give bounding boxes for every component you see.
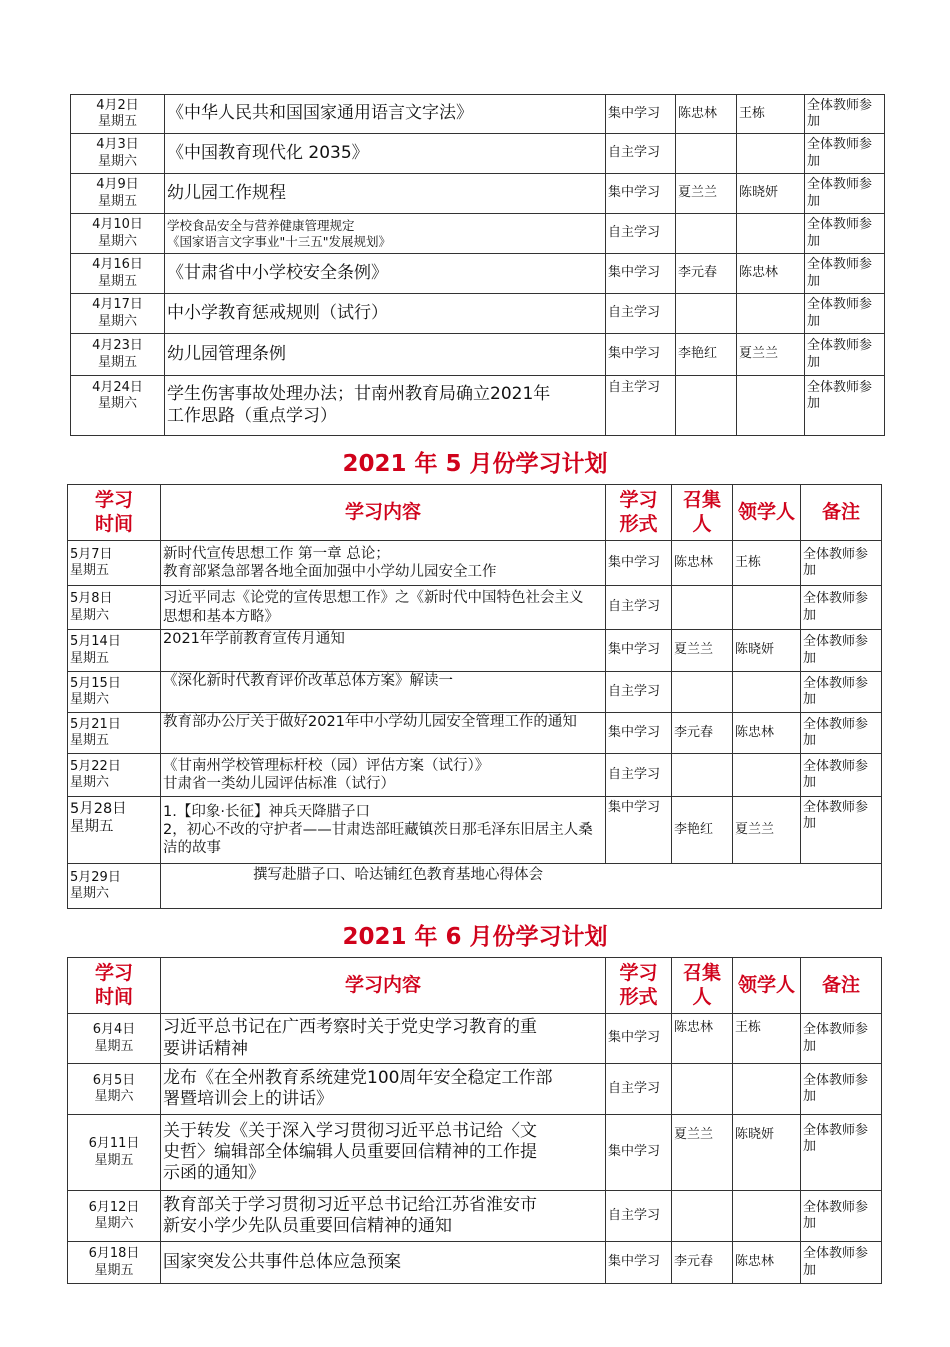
content-cell: 中小学教育惩戒规则（试行）: [165, 294, 606, 334]
form-cell: 集中学习: [606, 1115, 672, 1191]
content-cell: 习近平同志《论党的宣传思想工作》之《新时代中国特色社会主义 思想和基本方略》: [161, 586, 606, 630]
note-cell: 全体教师参加: [801, 1115, 882, 1191]
table-row: [71, 95, 885, 134]
note-cell: 全体教师参加: [801, 586, 882, 630]
leader-cell: [737, 294, 805, 334]
leader-cell: 陈忠林: [733, 713, 801, 754]
content-cell: 《甘肃省中小学校安全条例》: [165, 254, 606, 294]
date-cell: 6月4日 星期五: [68, 1014, 161, 1064]
leader-cell: 王栋: [733, 541, 801, 586]
leader-cell: 夏兰兰: [733, 797, 801, 864]
note-cell: 全体教师参加: [801, 754, 882, 797]
date-cell: 5月15日 星期六: [68, 672, 161, 713]
content-cell: 《甘南州学校管理标杆校（园）评估方案（试行）》 甘肃省一类幼儿园评估标准（试行）: [161, 754, 606, 797]
content-cell: 习近平总书记在广西考察时关于党史学习教育的重 要讲话精神: [161, 1014, 606, 1064]
date-cell: 6月18日 星期五: [68, 1242, 161, 1284]
note-cell: 全体教师参加: [801, 1064, 882, 1115]
table-row: [68, 1242, 882, 1284]
leader-cell: [733, 672, 801, 713]
date-cell: 4月10日 星期六: [71, 214, 165, 254]
form-cell: 自主学习: [606, 754, 672, 797]
leader-cell: [737, 134, 805, 174]
date-cell: 4月23日 星期五: [71, 334, 165, 376]
form-cell: 自主学习: [606, 214, 676, 254]
april-schedule-table: [70, 94, 885, 436]
leader-cell: 陈晓妍: [733, 1115, 801, 1191]
table-row: [68, 864, 882, 909]
leader-cell: 陈忠林: [737, 254, 805, 294]
table-row: [68, 713, 882, 754]
content-cell: 1.【印象·长征】神兵天降腊子口 2，初心不改的守护者——甘肃迭部旺藏镇茨日那毛泽东旧居主人桑 洁的故事: [161, 797, 606, 864]
note-cell: 全体教师参加: [805, 294, 885, 334]
note-cell: 全体教师参加: [805, 334, 885, 376]
convener-cell: [672, 754, 733, 797]
note-cell: 全体教师参加: [801, 672, 882, 713]
date-cell: 5月21日 星期五: [68, 713, 161, 754]
date-cell: 5月8日 星期六: [68, 586, 161, 630]
form-cell: 集中学习: [606, 797, 672, 864]
header-leader: 领学人: [733, 958, 801, 1014]
note-cell: 全体教师参加: [805, 214, 885, 254]
date-cell: 4月17日 星期六: [71, 294, 165, 334]
form-cell: 自主学习: [606, 1191, 672, 1242]
form-cell: 集中学习: [606, 630, 672, 672]
note-cell: 全体教师参加: [805, 174, 885, 214]
convener-cell: 李艳红: [672, 797, 733, 864]
date-cell: 4月3日 星期六: [71, 134, 165, 174]
form-cell: 自主学习: [606, 134, 676, 174]
header-form: 学习 形式: [606, 485, 672, 541]
content-cell: 教育部办公厅关于做好2021年中小学幼儿园安全管理工作的通知: [161, 713, 606, 754]
may-schedule-table: [67, 484, 882, 909]
content-cell: 幼儿园工作规程: [165, 174, 606, 214]
form-cell: 集中学习: [606, 254, 676, 294]
content-cell: 关于转发《关于深入学习贯彻习近平总书记给〈文 史哲〉编辑部全体编辑人员重要回信精神的工作提 示函的通知》: [161, 1115, 606, 1191]
table-row: [71, 376, 885, 436]
header-time: 学习 时间: [68, 958, 161, 1014]
convener-cell: 夏兰兰: [672, 1115, 733, 1191]
leader-cell: 陈晓妍: [733, 630, 801, 672]
form-cell: 自主学习: [606, 586, 672, 630]
content-cell: 国家突发公共事件总体应急预案: [161, 1242, 606, 1284]
convener-cell: 陈忠林: [672, 1014, 733, 1064]
content-cell: 学生伤害事故处理办法；甘南州教育局确立2021年 工作思路（重点学习）: [165, 376, 606, 436]
june-schedule-table: [67, 957, 882, 1284]
content-cell: 《中国教育现代化 2035》: [165, 134, 606, 174]
table-row: [68, 754, 882, 797]
note-cell: 全体教师参加: [805, 134, 885, 174]
form-cell: 自主学习: [606, 1064, 672, 1115]
date-cell: 6月11日 星期五: [68, 1115, 161, 1191]
leader-cell: 王栋: [733, 1014, 801, 1064]
note-cell: 全体教师参加: [801, 630, 882, 672]
form-cell: 集中学习: [606, 541, 672, 586]
table-row: [71, 134, 885, 174]
content-cell: 幼儿园管理条例: [165, 334, 606, 376]
date-cell: 5月28日 星期五: [68, 797, 161, 864]
convener-cell: 夏兰兰: [672, 630, 733, 672]
table-header-row: [68, 958, 882, 1014]
table-row: [71, 214, 885, 254]
date-cell: 5月22日 星期六: [68, 754, 161, 797]
table-row: [68, 1014, 882, 1064]
content-cell: 学校食品安全与营养健康管理规定 《国家语言文字事业"十三五"发展规划》: [165, 214, 606, 254]
convener-cell: [672, 586, 733, 630]
form-cell: 集中学习: [606, 713, 672, 754]
content-cell: 2021年学前教育宣传月通知: [161, 630, 606, 672]
header-note: 备注: [801, 958, 882, 1014]
content-cell: 撰写赴腊子口、哈达铺红色教育基地心得体会: [161, 864, 882, 909]
date-cell: 4月24日 星期六: [71, 376, 165, 436]
note-cell: 全体教师参加: [805, 95, 885, 134]
table-row: [68, 1064, 882, 1115]
date-cell: 4月16日 星期五: [71, 254, 165, 294]
note-cell: 全体教师参加: [801, 1242, 882, 1284]
table-row: [71, 174, 885, 214]
form-cell: 集中学习: [606, 1242, 672, 1284]
date-cell: 6月5日 星期六: [68, 1064, 161, 1115]
form-cell: 集中学习: [606, 174, 676, 214]
header-content: 学习内容: [161, 485, 606, 541]
convener-cell: 李元春: [676, 254, 737, 294]
convener-cell: 夏兰兰: [676, 174, 737, 214]
leader-cell: 夏兰兰: [737, 334, 805, 376]
form-cell: 集中学习: [606, 1014, 672, 1064]
content-cell: 龙布《在全州教育系统建党100周年安全稳定工作部 署暨培训会上的讲话》: [161, 1064, 606, 1115]
date-cell: 5月14日 星期五: [68, 630, 161, 672]
leader-cell: 王栋: [737, 95, 805, 134]
convener-cell: [672, 672, 733, 713]
convener-cell: 陈忠林: [676, 95, 737, 134]
content-cell: 《深化新时代教育评价改革总体方案》解读一: [161, 672, 606, 713]
table-row: [71, 254, 885, 294]
header-content: 学习内容: [161, 958, 606, 1014]
convener-cell: 陈忠林: [672, 541, 733, 586]
convener-cell: [676, 294, 737, 334]
note-cell: 全体教师参加: [805, 376, 885, 436]
table-row: [68, 1191, 882, 1242]
date-cell: 6月12日 星期六: [68, 1191, 161, 1242]
table-row: [68, 586, 882, 630]
leader-cell: 陈晓妍: [737, 174, 805, 214]
form-cell: 自主学习: [606, 294, 676, 334]
convener-cell: [672, 1191, 733, 1242]
june-plan-title: 2021 年 6 月份学习计划: [342, 924, 608, 950]
convener-cell: [676, 214, 737, 254]
header-time: 学习 时间: [68, 485, 161, 541]
date-cell: 4月2日 星期五: [71, 95, 165, 134]
convener-cell: [676, 376, 737, 436]
table-row: [68, 672, 882, 713]
convener-cell: [676, 134, 737, 174]
table-row: [68, 797, 882, 864]
date-cell: 5月29日 星期六: [68, 864, 161, 909]
leader-cell: [733, 1064, 801, 1115]
content-cell: 《中华人民共和国国家通用语言文字法》: [165, 95, 606, 134]
table-header-row: [68, 485, 882, 541]
table-row: [68, 541, 882, 586]
form-cell: 自主学习: [606, 672, 672, 713]
leader-cell: [733, 754, 801, 797]
note-cell: 全体教师参加: [801, 1014, 882, 1064]
table-row: [68, 630, 882, 672]
header-leader: 领学人: [733, 485, 801, 541]
date-cell: 5月7日 星期五: [68, 541, 161, 586]
note-cell: 全体教师参加: [801, 1191, 882, 1242]
leader-cell: [737, 214, 805, 254]
header-note: 备注: [801, 485, 882, 541]
leader-cell: [733, 586, 801, 630]
convener-cell: [672, 1064, 733, 1115]
note-cell: 全体教师参加: [801, 713, 882, 754]
leader-cell: 陈忠林: [733, 1242, 801, 1284]
content-cell: 新时代宣传思想工作 第一章 总论； 教育部紧急部署各地全面加强中小学幼儿园安全工作: [161, 541, 606, 586]
may-plan-title: 2021 年 5 月份学习计划: [342, 451, 608, 477]
content-cell: 教育部关于学习贯彻习近平总书记给江苏省淮安市 新安小学少先队员重要回信精神的通知: [161, 1191, 606, 1242]
convener-cell: 李元春: [672, 1242, 733, 1284]
header-convener: 召集 人: [672, 485, 733, 541]
form-cell: 集中学习: [606, 95, 676, 134]
form-cell: 集中学习: [606, 334, 676, 376]
note-cell: 全体教师参加: [801, 797, 882, 864]
table-row: [68, 1115, 882, 1191]
form-cell: 自主学习: [606, 376, 676, 436]
note-cell: 全体教师参加: [801, 541, 882, 586]
convener-cell: 李元春: [672, 713, 733, 754]
leader-cell: [737, 376, 805, 436]
note-cell: 全体教师参加: [805, 254, 885, 294]
table-row: [71, 294, 885, 334]
leader-cell: [733, 1191, 801, 1242]
header-form: 学习 形式: [606, 958, 672, 1014]
date-cell: 4月9日 星期五: [71, 174, 165, 214]
convener-cell: 李艳红: [676, 334, 737, 376]
table-row: [71, 334, 885, 376]
header-convener: 召集 人: [672, 958, 733, 1014]
